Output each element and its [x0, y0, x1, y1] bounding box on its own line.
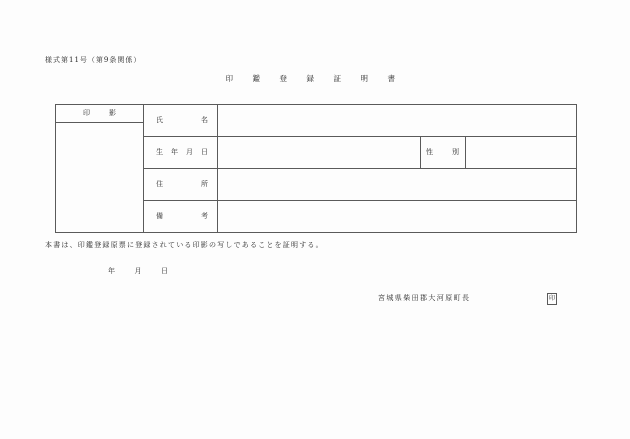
address-label: 住所 — [156, 180, 208, 188]
remarks-value-cell — [218, 201, 576, 232]
seal-impression-label: 印影 — [83, 109, 116, 117]
year-label: 年 — [108, 267, 115, 275]
name-label: 氏名 — [156, 116, 208, 124]
name-label-cell — [144, 105, 218, 136]
seal-mark-box — [547, 293, 557, 305]
table-row-name — [144, 105, 576, 137]
remarks-label: 備考 — [156, 212, 208, 220]
name-value-cell — [218, 105, 576, 136]
sex-label: 性別 — [426, 148, 459, 156]
birthdate-label: 生年月日 — [156, 148, 208, 156]
form-number: 様式第11号（第9条関係） — [45, 56, 142, 64]
address-value-cell — [218, 169, 576, 200]
day-label: 日 — [161, 267, 168, 275]
birthdate-label-cell — [144, 137, 218, 168]
certificate-table — [55, 104, 577, 233]
issuer-name: 宮城県柴田郡大河原町長 — [378, 294, 471, 302]
address-label-cell — [144, 169, 218, 200]
table-row-birthdate — [144, 137, 576, 169]
seal-impression-area — [56, 123, 143, 232]
seal-impression-column — [56, 105, 144, 232]
table-row-remarks — [144, 201, 576, 232]
sex-value-cell — [466, 137, 576, 168]
date-line — [108, 266, 168, 276]
seal-impression-header — [56, 105, 143, 123]
page-title: 印鑑登録証明書 — [225, 74, 415, 83]
sex-label-cell — [421, 137, 466, 168]
table-row-address — [144, 169, 576, 201]
month-label: 月 — [134, 267, 142, 275]
remarks-label-cell — [144, 201, 218, 232]
seal-mark: 印 — [548, 295, 555, 302]
certification-statement: 本書は、印鑑登録原票に登録されている印影の写しであることを証明する。 — [45, 241, 324, 249]
table-rows — [144, 105, 576, 232]
birthdate-value-cell — [218, 137, 421, 168]
